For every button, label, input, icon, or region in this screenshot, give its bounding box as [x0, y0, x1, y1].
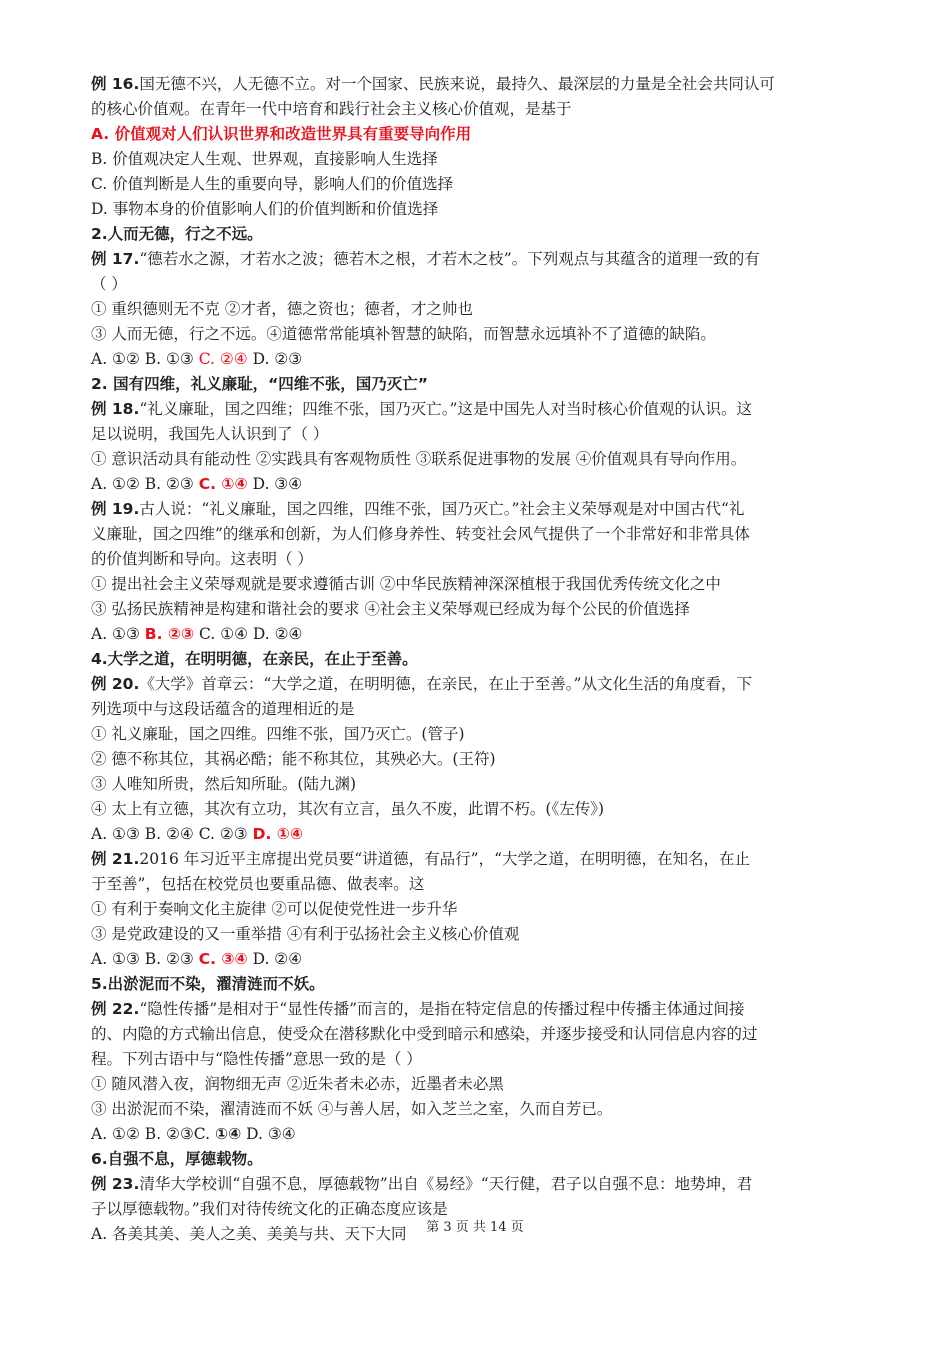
- q22-items-2-text: ③ 出淤泥而不染，濯清涟而不妖 ④与善人居，如入芝兰之室，久而自芳已。: [91, 1100, 613, 1118]
- page-footer: 第 3 页 共 14 页: [426, 1220, 524, 1235]
- q18-items-text: ① 意识活动具有能动性 ②实践具有客观物质性 ③联系促进事物的发展 ④价值观具有导向作用。: [91, 450, 747, 468]
- q18-options-text: A. ①② B. ②③: [91, 475, 199, 493]
- section-heading-6-text: 6.自强不息，厚德载物。: [91, 1150, 263, 1168]
- section-heading-2b: [91, 372, 869, 397]
- q21-stem: [91, 847, 869, 872]
- section-heading-2b-text: 2. 国有四维，礼义廉耻，“四维不张，国乃灭亡”: [91, 375, 428, 393]
- q23-option-a-text: A. 各美其美、美人之美、美美与共、天下大同: [91, 1225, 407, 1243]
- q20-item-3: [91, 772, 869, 797]
- q21-stem-cont-text: 于至善”，包括在校党员也要重品德、做表率。这: [91, 875, 425, 893]
- q19-options-text: A. ①③: [91, 625, 145, 643]
- q20-stem-cont: [91, 697, 869, 722]
- q16-option-c: [91, 172, 869, 197]
- section-heading-6: [91, 1147, 869, 1172]
- q20-item-1: [91, 722, 869, 747]
- q19-options: [91, 622, 869, 647]
- q16-stem-cont: [91, 97, 869, 122]
- correct-answer: C. ①④: [198, 475, 248, 493]
- q19-stem-cont-2: [91, 547, 869, 572]
- q18-items: [91, 447, 869, 472]
- q21-options-text: A. ①③ B. ②③: [91, 950, 199, 968]
- q19-items-1: [91, 572, 869, 597]
- q20-stem-cont-text: 列选项中与这段话蕴含的道理相近的是: [91, 700, 355, 718]
- q22-items-1-text: ① 随风潜入夜，润物细无声 ②近朱者未必赤，近墨者未必黑: [91, 1075, 504, 1093]
- q19-items-2-text: ③ 弘扬民族精神是构建和谐社会的要求 ④社会主义荣辱观已经成为每个公民的价值选择: [91, 600, 690, 618]
- q17-options-text: A. ①② B. ①③: [91, 350, 199, 368]
- q16-option-a: [91, 122, 869, 147]
- q23-stem-cont-text: 子以厚德载物。”我们对待传统文化的正确态度应该是: [91, 1200, 448, 1218]
- q19-stem-cont-1-text: 义廉耻，国之四维”的继承和创新，为人们修身养性、转变社会风气提供了一个非常好和非常具体: [91, 525, 750, 543]
- section-heading-4: [91, 647, 869, 672]
- q20-item-4-text: ④ 太上有立德，其次有立功，其次有立言，虽久不废，此谓不朽。(《左传》): [91, 800, 605, 818]
- q19-stem: [91, 497, 869, 522]
- q22-stem-cont-2: [91, 1047, 869, 1072]
- question-number: 例 20.: [91, 675, 140, 693]
- q16-option-d: [91, 197, 869, 222]
- q17-stem-cont-text: （ ）: [91, 275, 127, 293]
- q19-items-1-text: ① 提出社会主义荣辱观就是要求遵循古训 ②中华民族精神深深植根于我国优秀传统文化之中: [91, 575, 721, 593]
- q21-stem-cont: [91, 872, 869, 897]
- question-number: 例 17.: [91, 250, 140, 268]
- q17-options: [91, 347, 869, 372]
- q18-stem: [91, 397, 869, 422]
- q22-options: [91, 1122, 869, 1147]
- q23-stem: [91, 1172, 869, 1197]
- q21-options-text: D. ②④: [247, 950, 303, 968]
- question-text: “隐性传播”是相对于“显性传播”而言的，是指在特定信息的传播过程中传播主体通过间接: [139, 1000, 745, 1018]
- question-number: 例 23.: [91, 1175, 140, 1193]
- q19-options-text: C. ①④ D. ②④: [194, 625, 303, 643]
- q20-stem: [91, 672, 869, 697]
- q21-items-1: [91, 897, 869, 922]
- correct-answer: B. ②③: [144, 625, 195, 643]
- q21-items-2: [91, 922, 869, 947]
- q18-options-text: D. ③④: [247, 475, 303, 493]
- question-text: 清华大学校训“自强不息，厚德载物”出自《易经》“天行健，君子以自强不息：地势坤，君: [139, 1175, 753, 1193]
- q17-options-text: D. ②③: [247, 350, 303, 368]
- answer-marker: ①④: [214, 1125, 242, 1143]
- question-number: 例 19.: [91, 500, 140, 518]
- q19-stem-cont-2-text: 的价值判断和导向。这表明（ ）: [91, 550, 313, 568]
- q21-items-2-text: ③ 是党政建设的又一重举措 ④有利于弘扬社会主义核心价值观: [91, 925, 520, 943]
- section-heading-2a-text: 2.人而无德，行之不远。: [91, 225, 263, 243]
- q20-item-2: [91, 747, 869, 772]
- q22-stem: [91, 997, 869, 1022]
- q18-stem-cont-text: 足以说明，我国先人认识到了（ ）: [91, 425, 329, 443]
- q16-stem-cont-text: 的核心价值观。在青年一代中培育和践行社会主义核心价值观，是基于: [91, 100, 572, 118]
- correct-answer: A. 价值观对人们认识世界和改造世界具有重要导向作用: [91, 125, 472, 143]
- section-heading-2a: [91, 222, 869, 247]
- q20-options-text: A. ①③ B. ②④ C. ②③: [91, 825, 253, 843]
- correct-answer: C. ③④: [198, 950, 248, 968]
- q16-option-b-text: B. 价值观决定人生观、世界观，直接影响人生选择: [91, 150, 438, 168]
- q20-item-1-text: ① 礼义廉耻，国之四维。四维不张，国乃灭亡。(管子): [91, 725, 465, 743]
- q20-item-3-text: ③ 人唯知所贵，然后知所耻。(陆九渊): [91, 775, 357, 793]
- question-number: 例 22.: [91, 1000, 140, 1018]
- question-number: 例 18.: [91, 400, 140, 418]
- q16-option-b: [91, 147, 869, 172]
- correct-answer: C. ②④: [198, 350, 248, 368]
- q17-item-2-text: ③ 人而无德，行之不远。④道德常常能填补智慧的缺陷，而智慧永远填补不了道德的缺陷。: [91, 325, 716, 343]
- q17-stem-cont: [91, 272, 869, 297]
- q22-stem-cont-1-text: 的、内隐的方式输出信息，使受众在潜移默化中受到暗示和感染，并逐步接受和认同信息内容的过: [91, 1025, 758, 1043]
- section-heading-5: [91, 972, 869, 997]
- q17-stem: [91, 247, 869, 272]
- q19-items-2: [91, 597, 869, 622]
- q17-item-1-text: ① 重织德则无不克 ②才者，德之资也；德者，才之帅也: [91, 300, 473, 318]
- question-text: “礼义廉耻，国之四维；四维不张，国乃灭亡。”这是中国先人对当时核心价值观的认识。这: [139, 400, 752, 418]
- q22-stem-cont-2-text: 程。下列古语中与“隐性传播”意思一致的是（ ）: [91, 1050, 422, 1068]
- q21-options: [91, 947, 869, 972]
- question-number: 例 16.: [91, 75, 140, 93]
- q22-options-text: A. ①② B. ②③C.: [91, 1125, 215, 1143]
- q16-option-d-text: D. 事物本身的价值影响人们的价值判断和价值选择: [91, 200, 439, 218]
- q20-item-2-text: ② 德不称其位，其祸必酷；能不称其位，其殃必大。(王符): [91, 750, 496, 768]
- q18-options: [91, 472, 869, 497]
- correct-answer: D. ①④: [252, 825, 304, 843]
- q20-item-4: [91, 797, 869, 822]
- q19-stem-cont-1: [91, 522, 869, 547]
- q16-option-c-text: C. 价值判断是人生的重要向导，影响人们的价值选择: [91, 175, 454, 193]
- section-heading-4-text: 4.大学之道，在明明德，在亲民，在止于至善。: [91, 650, 418, 668]
- q17-item-1: [91, 297, 869, 322]
- q22-items-2: [91, 1097, 869, 1122]
- question-text: 古人说：“礼义廉耻，国之四维，四维不张，国乃灭亡。”社会主义荣辱观是对中国古代“礼: [139, 500, 745, 518]
- q17-item-2: [91, 322, 869, 347]
- q16-stem: [91, 72, 869, 97]
- question-text: 2016 年习近平主席提出党员要“讲道德，有品行”，“大学之道，在明明德，在知名，在止: [139, 850, 751, 868]
- q18-stem-cont: [91, 422, 869, 447]
- question-text: 《大学》首章云：“大学之道，在明明德，在亲民，在止于至善。”从文化生活的角度看，下: [139, 675, 752, 693]
- question-text: 国无德不兴，人无德不立。对一个国家、民族来说，最持久、最深层的力量是全社会共同认可: [139, 75, 775, 93]
- q22-stem-cont-1: [91, 1022, 869, 1047]
- q22-options-text: D. ③④: [241, 1125, 296, 1143]
- q20-options: [91, 822, 869, 847]
- q21-items-1-text: ① 有利于奏响文化主旋律 ②可以促使党性进一步升华: [91, 900, 458, 918]
- section-heading-5-text: 5.出淤泥而不染，濯清涟而不妖。: [91, 975, 325, 993]
- question-number: 例 21.: [91, 850, 140, 868]
- q22-items-1: [91, 1072, 869, 1097]
- document-body: [91, 72, 869, 1247]
- question-text: “德若水之源，才若水之波；德若木之根，才若木之枝”。下列观点与其蕴含的道理一致的有: [139, 250, 760, 268]
